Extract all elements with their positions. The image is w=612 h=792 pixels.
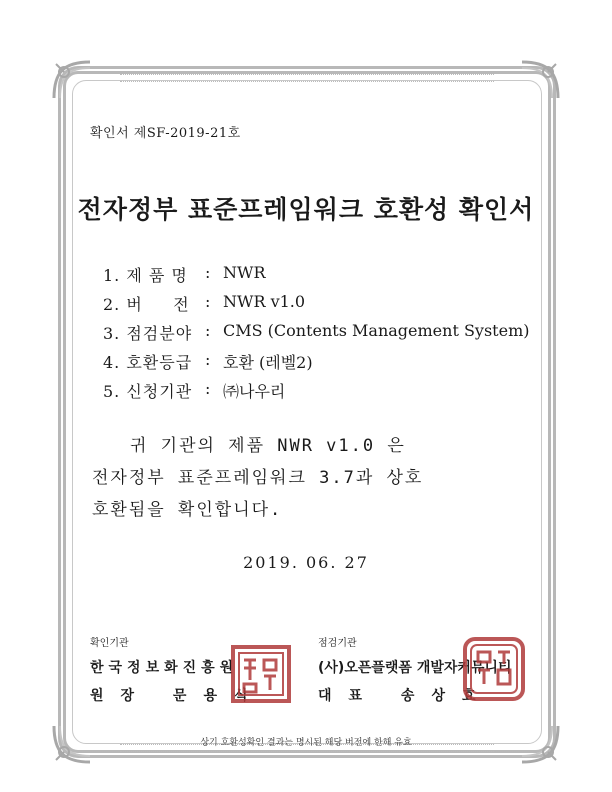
issuer-caption: 점검기관 <box>318 638 357 649</box>
item-colon: : <box>205 321 211 340</box>
microtext-band-top <box>120 74 494 82</box>
issuer-org: (사)오픈플랫폼 개발자커뮤니티 <box>318 660 512 676</box>
issuer-person: 대표 송상효 <box>318 688 493 704</box>
confirmation-statement <box>92 430 542 526</box>
validity-footnote: 상기 호환성확인 결과는 명시된 해당 버전에 한해 유효 <box>200 738 412 748</box>
item-label: 4. 호환등급 <box>103 353 193 372</box>
item-value: ㈜나우리 <box>223 382 286 401</box>
official-seal-icon <box>230 644 292 704</box>
item-value: NWR v1.0 <box>223 292 306 311</box>
statement-line: 귀 기관의 제품 NWR v1.0 은 <box>130 436 406 456</box>
statement-line: 호환됨을 확인합니다. <box>92 500 283 520</box>
item-value: CMS (Contents Management System) <box>223 321 530 340</box>
item-value: 호환 (레벨2) <box>223 353 313 372</box>
item-colon: : <box>205 379 211 398</box>
item-value: NWR <box>223 263 266 282</box>
item-label: 2. 버 전 <box>103 295 190 314</box>
issue-date: 2019. 06. 27 <box>243 553 369 572</box>
issuer-org: 한국정보화진흥원 <box>90 660 239 676</box>
corner-ornament-icon <box>50 58 94 102</box>
certificate-title: 전자정부 표준프레임워크 호환성 확인서 <box>77 195 535 224</box>
certificate-number: 확인서 제SF-2019-21호 <box>90 126 241 141</box>
item-label: 3. 점검분야 <box>103 324 193 343</box>
issuer-caption: 확인기관 <box>90 638 129 649</box>
item-colon: : <box>205 292 211 311</box>
item-colon: : <box>205 350 211 369</box>
item-colon: : <box>205 263 211 282</box>
issuer-person: 원장 문용식 <box>90 688 265 704</box>
item-label: 1. 제 품 명 <box>103 266 188 285</box>
item-label: 5. 신청기관 <box>103 382 193 401</box>
corner-ornament-icon <box>518 58 562 102</box>
statement-line: 전자정부 표준프레임워크 3.7과 상호 <box>92 468 424 488</box>
official-seal-icon <box>462 636 526 702</box>
